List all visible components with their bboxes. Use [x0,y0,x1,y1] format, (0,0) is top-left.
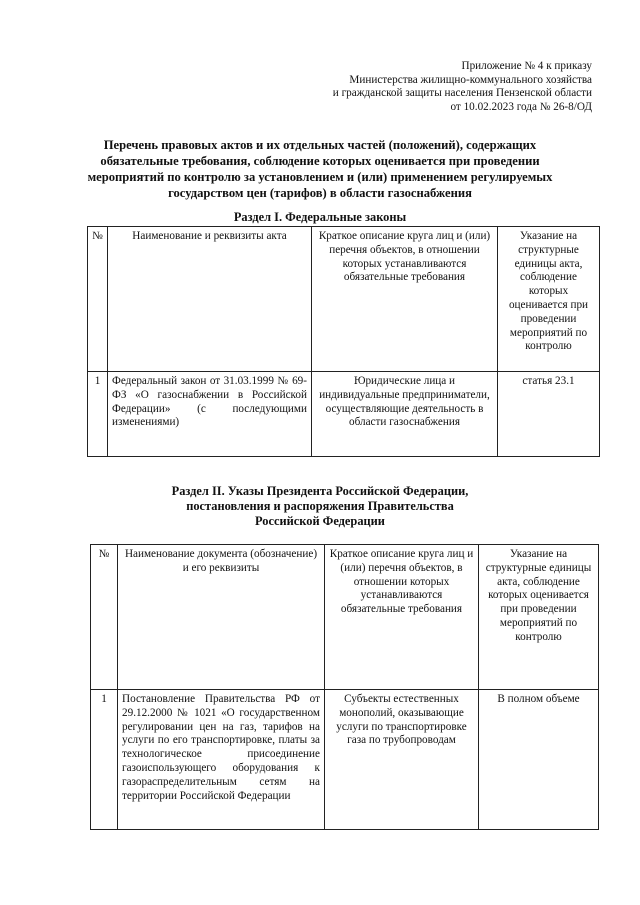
appendix-reference [262,60,592,114]
row-num: 1 [91,690,118,830]
title-line: государством цен (тарифов) в области газоснабжения [168,186,472,200]
row-description: Юридические лица и индивидуальные предприниматели, осуществляющие деятельность в области газоснабжения [312,372,498,457]
appendix-line: от 10.02.2023 года № 26-8/ОД [450,100,592,113]
header-description: Краткое описание круга лиц и (или) перечня объектов, в отношении которых устанавливаются обязательные требования [325,545,479,690]
header-units: Указание на структурные единицы акта, соблюдение которых оценивается при проведении мероприятий по контролю [498,227,600,372]
row-description: Субъекты естественных монополий, оказывающие услуги по транспортировке газа по трубопроводам [325,690,479,830]
table-row [91,690,599,830]
table-header-row [88,227,600,372]
title-line: обязательные требования, соблюдение которых оценивается при проведении [100,154,540,168]
title-line: мероприятий по контролю за установлением и (или) применением регулируемых [87,170,553,184]
row-name: Постановление Правительства РФ от 29.12.2000 № 1021 «О государственном регулировании цен на газ, тарифов на услуги по его транспортировке, платы за технологическое присоединение газоиспользующего оборудования к газораспределительным сетям на территории Российской Федерации [118,690,325,830]
table-row [88,372,600,457]
header-num: № [91,545,118,690]
section2-heading-line: Раздел II. Указы Президента Российской Федерации, [171,484,469,498]
decrees-resolutions-table [90,544,599,830]
appendix-line: Министерства жилищно-коммунального хозяйства [349,73,592,86]
table-header-row [91,545,599,690]
row-name: Федеральный закон от 31.03.1999 № 69-ФЗ «О газоснабжении в Российской Федерации» (с последующими изменениями) [108,372,312,457]
row-units: В полном объеме [479,690,599,830]
header-name: Наименование документа (обозначение) и его реквизиты [118,545,325,690]
header-units: Указание на структурные единицы акта, соблюдение которых оценивается при проведении мероприятий по контролю [479,545,599,690]
federal-laws-table [87,226,600,457]
row-units: статья 23.1 [498,372,600,457]
header-num: № [88,227,108,372]
section1-heading: Раздел I. Федеральные законы [233,210,407,224]
row-num: 1 [88,372,108,457]
section2-heading-line: Российской Федерации [255,514,385,528]
document-title [70,137,570,201]
header-description: Краткое описание круга лиц и (или) перечня объектов, в отношении которых устанавливаются обязательные требования [312,227,498,372]
header-name: Наименование и реквизиты акта [108,227,312,372]
title-line: Перечень правовых актов и их отдельных частей (положений), содержащих [103,138,537,152]
appendix-line: Приложение № 4 к приказу [461,60,592,72]
section2-heading-line: постановления и распоряжения Правительства [186,499,454,513]
section2-heading [70,484,570,529]
appendix-line: и гражданской защиты населения Пензенской области [332,87,592,100]
